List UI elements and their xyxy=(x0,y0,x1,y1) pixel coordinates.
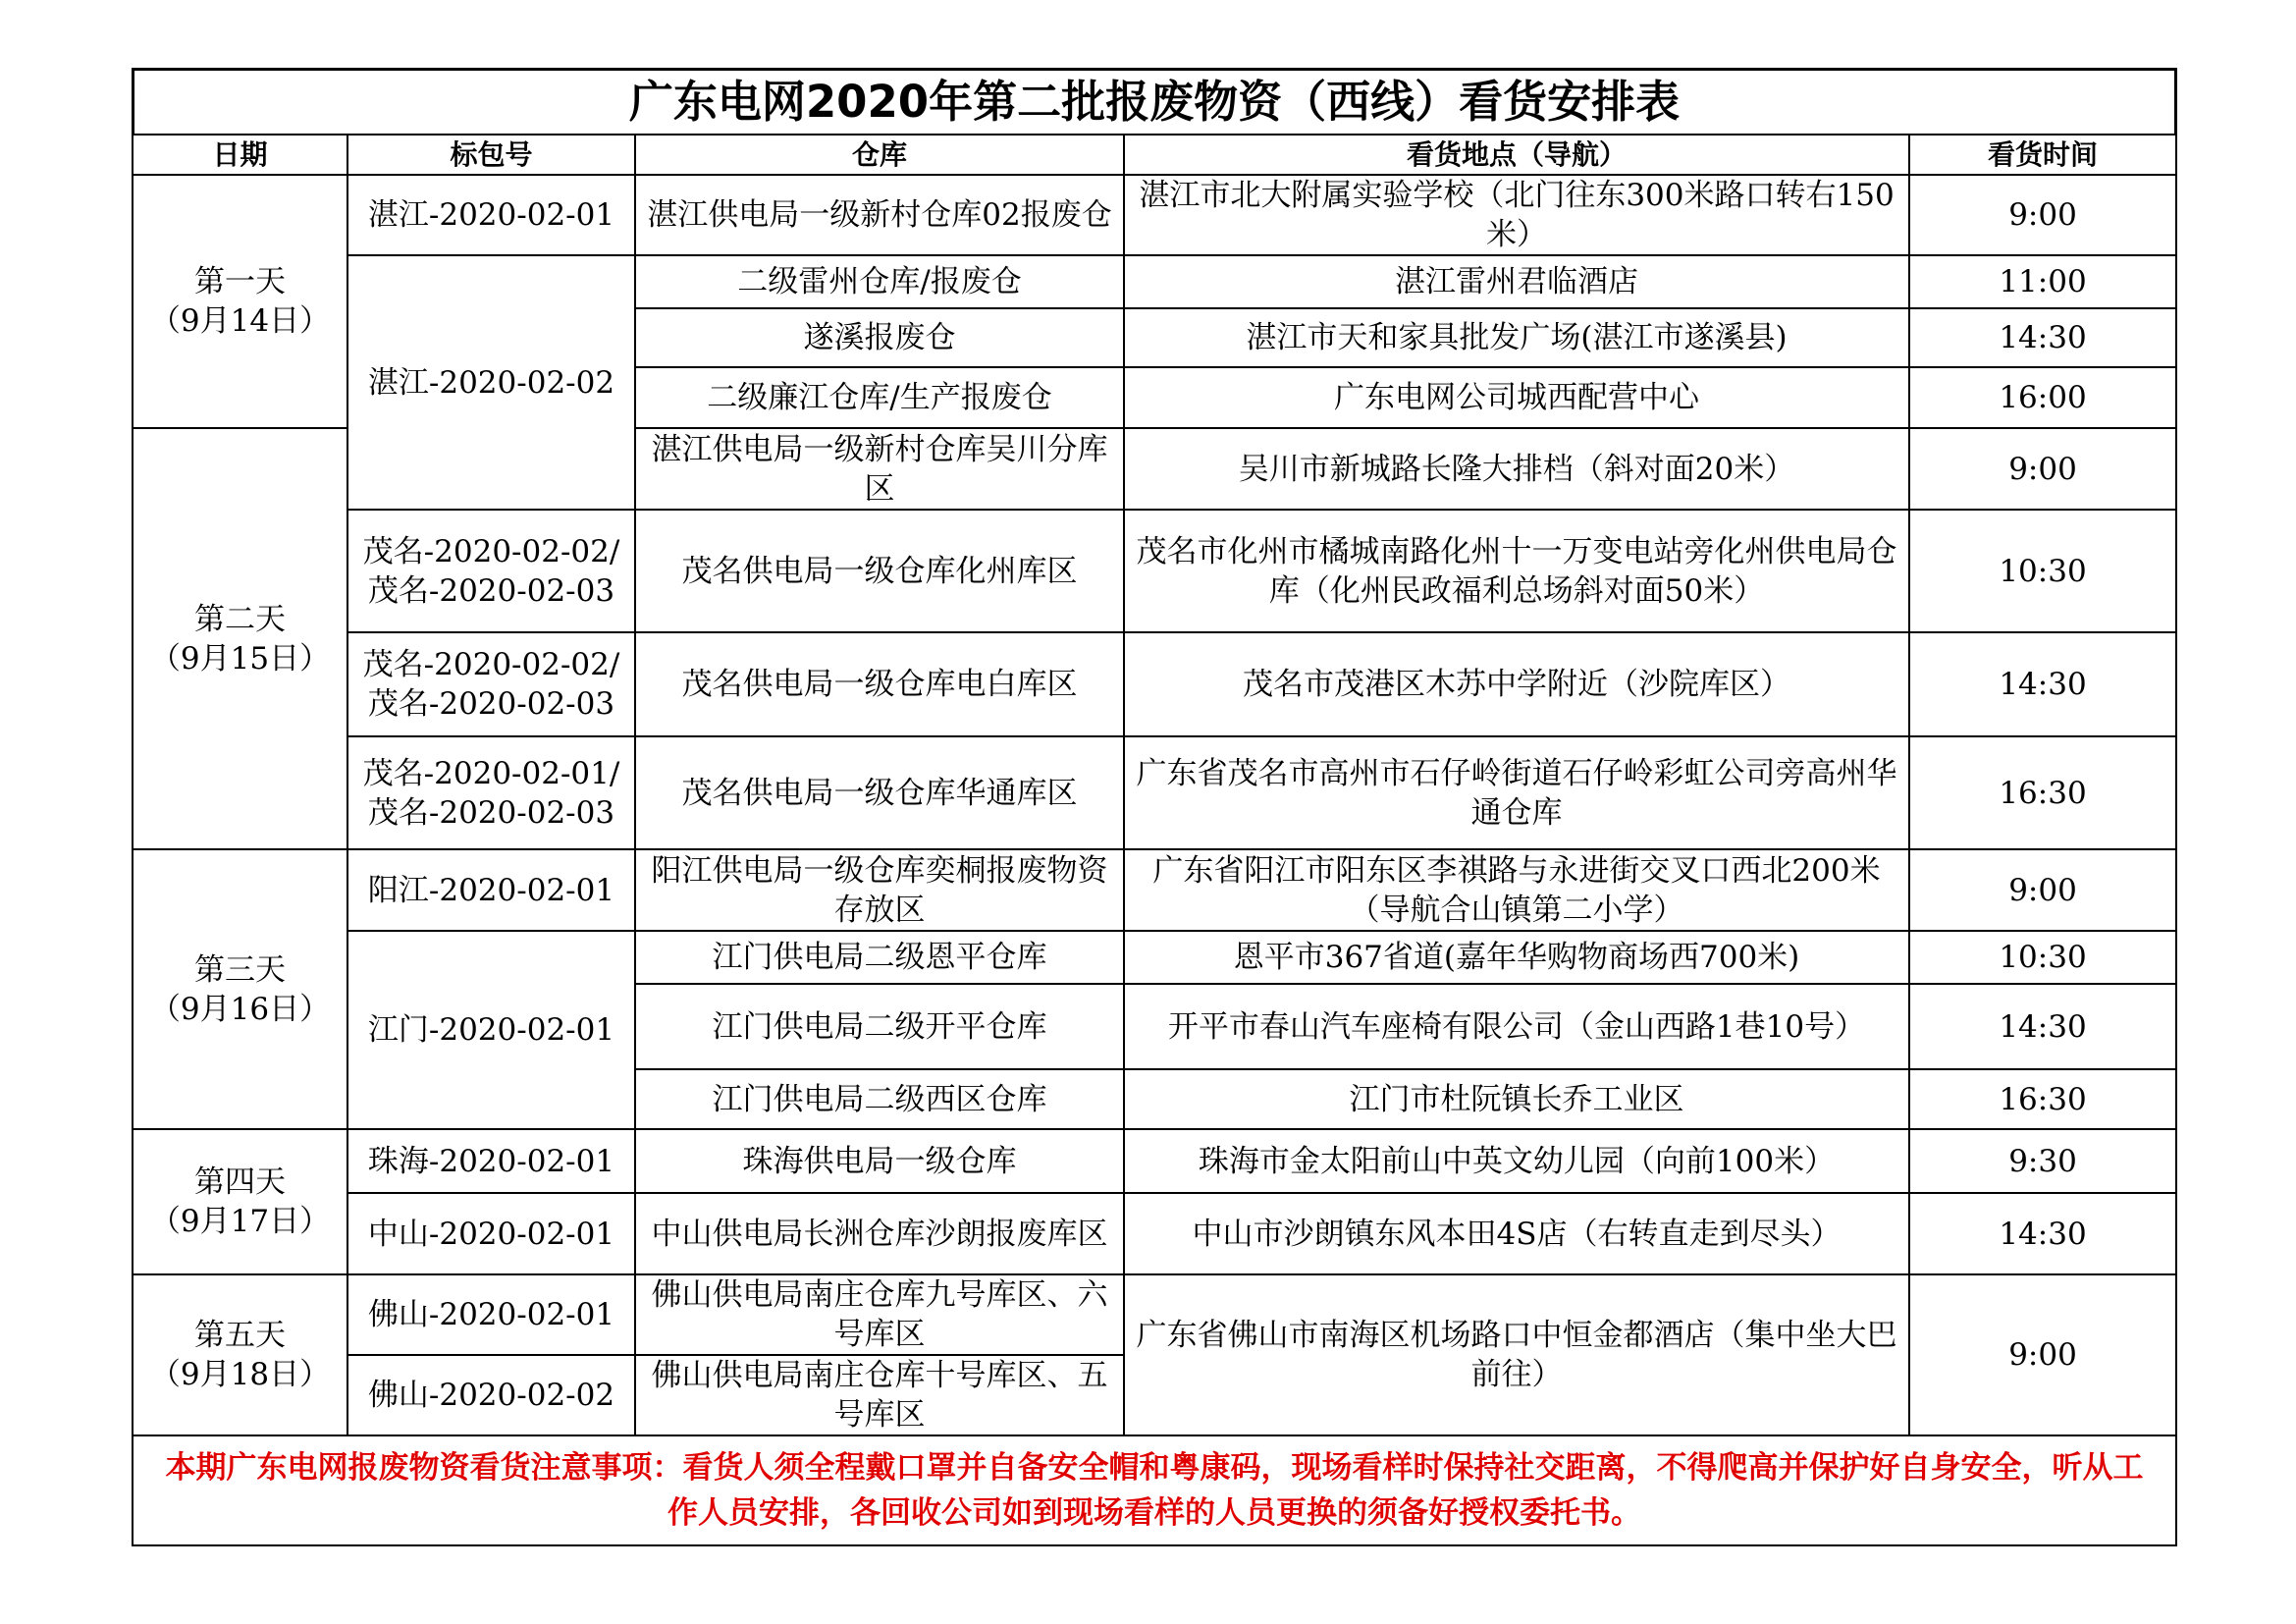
location-cell: 湛江市北大附属实验学校（北门往东300米路口转右150米） xyxy=(1124,175,1909,255)
schedule-table xyxy=(132,68,2177,1546)
day-cell xyxy=(133,175,347,428)
lot-cell: 佛山-2020-02-02 xyxy=(347,1355,635,1435)
time-cell: 9:30 xyxy=(1909,1129,2176,1193)
time-cell: 16:30 xyxy=(1909,736,2176,849)
location-cell: 茂名市茂港区木苏中学附近（沙院库区） xyxy=(1124,632,1909,736)
lot-cell: 茂名-2020-02-02/茂名-2020-02-03 xyxy=(347,510,635,632)
warehouse-cell: 茂名供电局一级仓库电白库区 xyxy=(635,632,1124,736)
location-cell: 江门市杜阮镇长乔工业区 xyxy=(1124,1069,1909,1129)
warehouse-cell: 湛江供电局一级新村仓库02报废仓 xyxy=(635,175,1124,255)
lot-cell: 江门-2020-02-01 xyxy=(347,931,635,1129)
time-cell: 14:30 xyxy=(1909,1193,2176,1274)
lot-cell: 珠海-2020-02-01 xyxy=(347,1129,635,1193)
warehouse-cell: 二级雷州仓库/报废仓 xyxy=(635,255,1124,308)
location-cell: 茂名市化州市橘城南路化州十一万变电站旁化州供电局仓库（化州民政福利总场斜对面50米） xyxy=(1124,510,1909,632)
warehouse-cell: 佛山供电局南庄仓库十号库区、五号库区 xyxy=(635,1355,1124,1435)
table-row xyxy=(133,931,2176,984)
location-cell: 湛江雷州君临酒店 xyxy=(1124,255,1909,308)
table-row xyxy=(133,632,2176,736)
time-cell: 16:00 xyxy=(1909,367,2176,428)
header-warehouse: 仓库 xyxy=(635,135,1124,175)
time-cell: 10:30 xyxy=(1909,931,2176,984)
day-label: 第五天 xyxy=(194,1318,286,1353)
time-cell: 10:30 xyxy=(1909,510,2176,632)
header-date: 日期 xyxy=(133,135,347,175)
warehouse-cell: 遂溪报废仓 xyxy=(635,308,1124,367)
lot-cell: 茂名-2020-02-02/茂名-2020-02-03 xyxy=(347,632,635,736)
time-cell: 14:30 xyxy=(1909,984,2176,1069)
header-lot: 标包号 xyxy=(347,135,635,175)
lot-cell: 阳江-2020-02-01 xyxy=(347,849,635,931)
header-row xyxy=(133,135,2176,175)
time-cell: 9:00 xyxy=(1909,849,2176,931)
day-label: 第四天 xyxy=(194,1164,286,1200)
lot-cell: 中山-2020-02-01 xyxy=(347,1193,635,1274)
day-cell xyxy=(133,1129,347,1274)
lot-cell: 茂名-2020-02-01/茂名-2020-02-03 xyxy=(347,736,635,849)
warehouse-cell: 江门供电局二级西区仓库 xyxy=(635,1069,1124,1129)
warehouse-cell: 茂名供电局一级仓库化州库区 xyxy=(635,510,1124,632)
notice-text: 本期广东电网报废物资看货注意事项：看货人须全程戴口罩并自备安全帽和粤康码，现场看样时保持社交距离，不得爬高并保护好自身安全，听从工作人员安排，各回收公司如到现场看样的人员更换的须备好授权委托书。 xyxy=(133,1435,2176,1545)
table-row xyxy=(133,1129,2176,1193)
warehouse-cell: 佛山供电局南庄仓库九号库区、六号库区 xyxy=(635,1274,1124,1355)
day-date: （9月18日） xyxy=(149,1357,331,1392)
location-cell: 广东省茂名市高州市石仔岭街道石仔岭彩虹公司旁高州华通仓库 xyxy=(1124,736,1909,849)
warehouse-cell: 珠海供电局一级仓库 xyxy=(635,1129,1124,1193)
day-date: （9月17日） xyxy=(149,1204,331,1239)
warehouse-cell: 中山供电局长洲仓库沙朗报废库区 xyxy=(635,1193,1124,1274)
location-cell: 广东省阳江市阳东区李祺路与永进街交叉口西北200米（导航合山镇第二小学） xyxy=(1124,849,1909,931)
time-cell: 9:00 xyxy=(1909,428,2176,510)
warehouse-cell: 湛江供电局一级新村仓库吴川分库区 xyxy=(635,428,1124,510)
table-row xyxy=(133,255,2176,308)
table-row xyxy=(133,1193,2176,1274)
location-cell: 湛江市天和家具批发广场(湛江市遂溪县) xyxy=(1124,308,1909,367)
time-cell: 11:00 xyxy=(1909,255,2176,308)
location-cell: 吴川市新城路长隆大排档（斜对面20米） xyxy=(1124,428,1909,510)
warehouse-cell: 阳江供电局一级仓库奕桐报废物资存放区 xyxy=(635,849,1124,931)
time-cell: 16:30 xyxy=(1909,1069,2176,1129)
location-cell: 珠海市金太阳前山中英文幼儿园（向前100米） xyxy=(1124,1129,1909,1193)
warehouse-cell: 江门供电局二级开平仓库 xyxy=(635,984,1124,1069)
lot-cell: 湛江-2020-02-01 xyxy=(347,175,635,255)
location-cell: 广东省佛山市南海区机场路口中恒金都酒店（集中坐大巴前往） xyxy=(1124,1274,1909,1435)
time-cell: 14:30 xyxy=(1909,632,2176,736)
time-cell: 9:00 xyxy=(1909,175,2176,255)
day-label: 第三天 xyxy=(194,951,286,988)
location-cell: 恩平市367省道(嘉年华购物商场西700米) xyxy=(1124,931,1909,984)
warehouse-cell: 江门供电局二级恩平仓库 xyxy=(635,931,1124,984)
day-date: （9月16日） xyxy=(149,991,331,1027)
location-cell: 广东电网公司城西配营中心 xyxy=(1124,367,1909,428)
header-time: 看货时间 xyxy=(1909,135,2176,175)
warehouse-cell: 茂名供电局一级仓库华通库区 xyxy=(635,736,1124,849)
location-cell: 中山市沙朗镇东风本田4S店（右转直走到尽头） xyxy=(1124,1193,1909,1274)
table-title: 广东电网2020年第二批报废物资（西线）看货安排表 xyxy=(132,68,2177,134)
time-cell: 14:30 xyxy=(1909,308,2176,367)
lot-cell: 湛江-2020-02-02 xyxy=(347,255,635,510)
location-cell: 开平市春山汽车座椅有限公司（金山西路1巷10号） xyxy=(1124,984,1909,1069)
day-date: （9月14日） xyxy=(149,303,331,339)
table-row xyxy=(133,1274,2176,1355)
time-cell: 9:00 xyxy=(1909,1274,2176,1435)
warehouse-cell: 二级廉江仓库/生产报废仓 xyxy=(635,367,1124,428)
day-cell xyxy=(133,1274,347,1435)
day-cell xyxy=(133,428,347,849)
table-row xyxy=(133,510,2176,632)
header-location: 看货地点（导航） xyxy=(1124,135,1909,175)
day-date: （9月15日） xyxy=(149,640,331,677)
table-row xyxy=(133,175,2176,255)
day-label: 第二天 xyxy=(194,601,286,637)
table-row xyxy=(133,736,2176,849)
day-label: 第一天 xyxy=(194,264,286,299)
lot-cell: 佛山-2020-02-01 xyxy=(347,1274,635,1355)
day-cell xyxy=(133,849,347,1129)
notice-row xyxy=(133,1435,2176,1545)
table-row xyxy=(133,849,2176,931)
